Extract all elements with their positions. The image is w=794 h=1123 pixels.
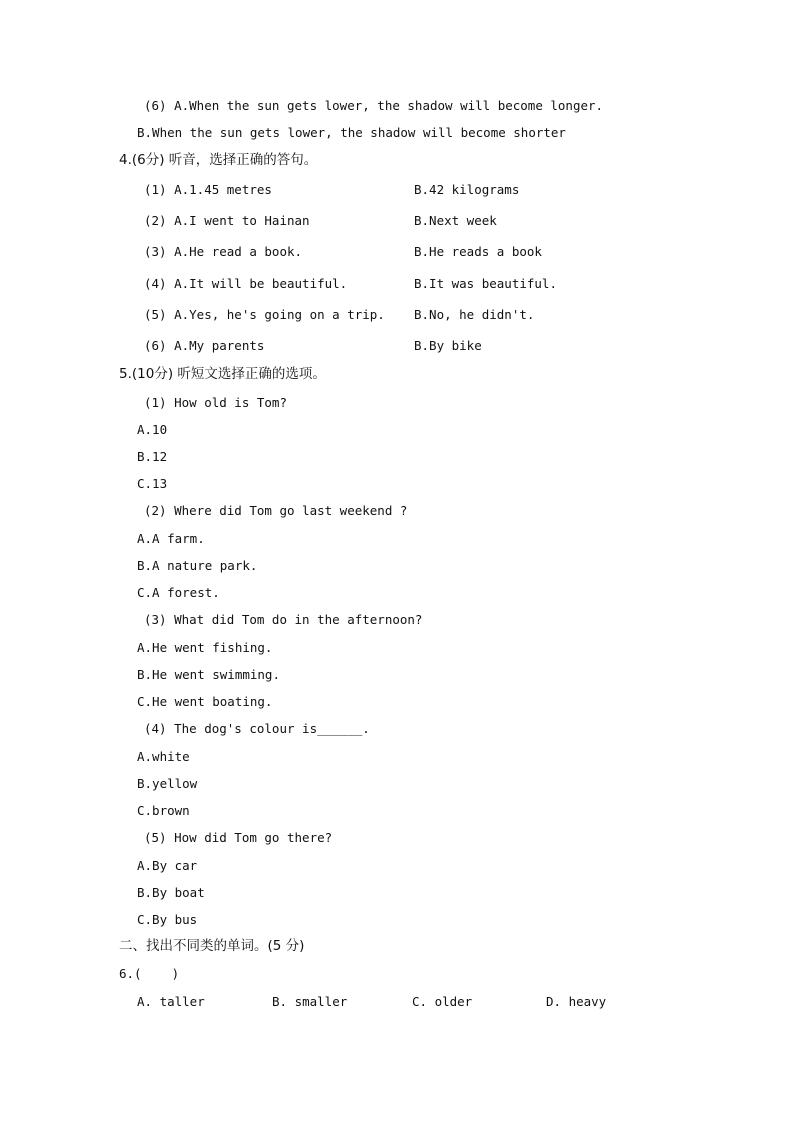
q4-item1-option-b: B.42 kilograms	[414, 182, 520, 197]
q6-option-c: C. older	[412, 994, 473, 1009]
q5-q5-option-c: C.By bus	[137, 912, 198, 927]
q5-q4-option-a: A.white	[137, 749, 190, 764]
q5-q4-option-b: B.yellow	[137, 776, 198, 791]
q4-item4-option-a: (4) A.It will be beautiful.	[144, 276, 348, 291]
q5-q1-option-b: B.12	[137, 449, 168, 464]
q5-question-4: (4) The dog's colour is______.	[144, 721, 370, 736]
q5-q1-option-c: C.13	[137, 476, 168, 491]
q5-question-1: (1) How old is Tom?	[144, 395, 287, 410]
q5-q2-option-b: B.A nature park.	[137, 558, 258, 573]
q6-option-a: A. taller	[137, 994, 205, 1009]
q4-item5-option-a: (5) A.Yes, he's going on a trip.	[144, 307, 385, 322]
q4-item6-option-a: (6) A.My parents	[144, 338, 265, 353]
q5-q1-option-a: A.10	[137, 422, 168, 437]
q4-item3-option-b: B.He reads a book	[414, 244, 542, 259]
q4-heading: 4.(6分) 听音，选择正确的答句。	[119, 152, 318, 168]
q3-item6-option-a: (6) A.When the sun gets lower, the shadow will become longer.	[144, 98, 604, 113]
q5-question-3: (3) What did Tom do in the afternoon?	[144, 612, 423, 627]
q5-q3-option-b: B.He went swimming.	[137, 667, 280, 682]
q5-question-5: (5) How did Tom go there?	[144, 830, 333, 845]
q5-heading: 5.(10分) 听短文选择正确的选项。	[119, 366, 326, 382]
q5-q5-option-a: A.By car	[137, 858, 198, 873]
section2-heading: 二、找出不同类的单词。(5 分)	[119, 938, 305, 954]
q6-option-b: B. smaller	[272, 994, 348, 1009]
q5-q3-option-c: C.He went boating.	[137, 694, 273, 709]
q4-item1-option-a: (1) A.1.45 metres	[144, 182, 272, 197]
q6-label: 6.( )	[119, 966, 180, 981]
q4-item2-option-b: B.Next week	[414, 213, 497, 228]
q5-q2-option-c: C.A forest.	[137, 585, 220, 600]
q4-item4-option-b: B.It was beautiful.	[414, 276, 557, 291]
q5-q3-option-a: A.He went fishing.	[137, 640, 273, 655]
q4-item5-option-b: B.No, he didn't.	[414, 307, 535, 322]
q5-q4-option-c: C.brown	[137, 803, 190, 818]
q6-option-d: D. heavy	[546, 994, 607, 1009]
q5-question-2: (2) Where did Tom go last weekend ?	[144, 503, 408, 518]
q4-item6-option-b: B.By bike	[414, 338, 482, 353]
q4-item3-option-a: (3) A.He read a book.	[144, 244, 303, 259]
q3-item6-option-b: B.When the sun gets lower, the shadow will become shorter	[137, 125, 566, 140]
q4-item2-option-a: (2) A.I went to Hainan	[144, 213, 310, 228]
q5-q2-option-a: A.A farm.	[137, 531, 205, 546]
q5-q5-option-b: B.By boat	[137, 885, 205, 900]
